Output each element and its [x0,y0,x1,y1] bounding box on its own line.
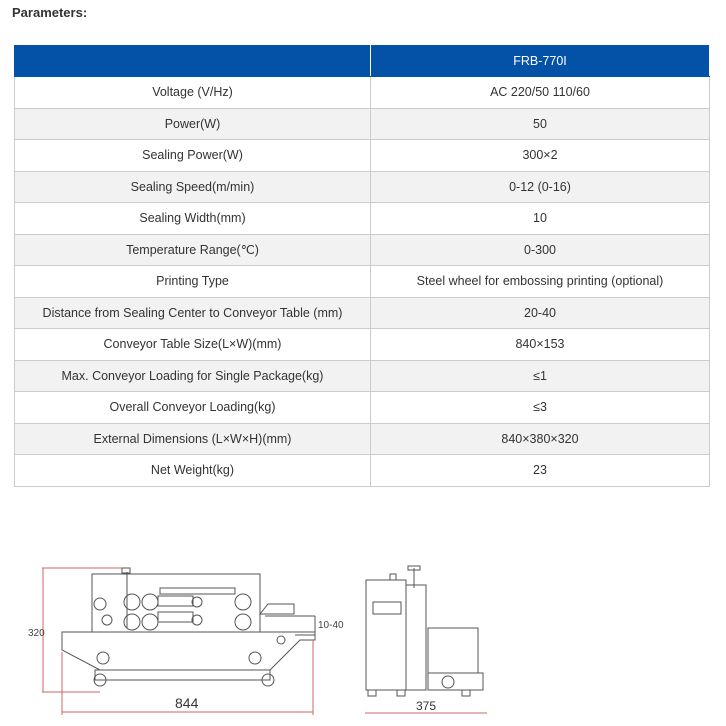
parameter-value: ≤1 [371,360,710,392]
parameter-name: Conveyor Table Size(L×W)(mm) [15,329,371,361]
header-cell-model: FRB-770I [371,46,710,77]
parameters-heading: Parameters: [12,5,88,20]
parameter-value: AC 220/50 110/60 [371,77,710,109]
parameter-value: 23 [371,455,710,487]
parameter-name: Overall Conveyor Loading(kg) [15,392,371,424]
parameter-value: 300×2 [371,140,710,172]
parameter-name: Sealing Speed(m/min) [15,171,371,203]
table-header-row [15,46,710,77]
parameter-value: 50 [371,108,710,140]
table-row [15,108,710,140]
parameter-value: 20-40 [371,297,710,329]
header-cell [15,46,371,77]
parameter-name: Net Weight(kg) [15,455,371,487]
parameter-value: 10 [371,203,710,235]
parameter-value: 840×380×320 [371,423,710,455]
side-view [365,566,487,713]
gap-dimension-label: 10-40 [318,620,344,631]
table-row [15,455,710,487]
parameter-value: 0-300 [371,234,710,266]
parameter-name: Sealing Width(mm) [15,203,371,235]
table-row [15,266,710,298]
parameter-name: Power(W) [15,108,371,140]
parameter-name: Sealing Power(W) [15,140,371,172]
parameter-value: 0-12 (0-16) [371,171,710,203]
table-row [15,392,710,424]
parameter-name: Printing Type [15,266,371,298]
table-row [15,329,710,361]
table-row [15,423,710,455]
width-dimension-label: 375 [416,699,437,713]
front-view [28,568,344,715]
table-row [15,77,710,109]
table-row [15,234,710,266]
parameter-name: Max. Conveyor Loading for Single Package(kg) [15,360,371,392]
parameter-name: External Dimensions (L×W×H)(mm) [15,423,371,455]
machine-dimension-drawing [0,540,726,726]
parameter-value: ≤3 [371,392,710,424]
parameter-name: Temperature Range(℃) [15,234,371,266]
height-dimension-label: 320 [28,628,45,639]
parameters-table [14,45,710,487]
parameter-name: Distance from Sealing Center to Conveyor Table (mm) [15,297,371,329]
table-row [15,360,710,392]
table-row [15,203,710,235]
table-row [15,297,710,329]
parameter-value: Steel wheel for embossing printing (optional) [371,266,710,298]
table-row [15,140,710,172]
parameter-name: Voltage (V/Hz) [15,77,371,109]
table-row [15,171,710,203]
length-dimension-label: 844 [175,695,199,711]
parameter-value: 840×153 [371,329,710,361]
